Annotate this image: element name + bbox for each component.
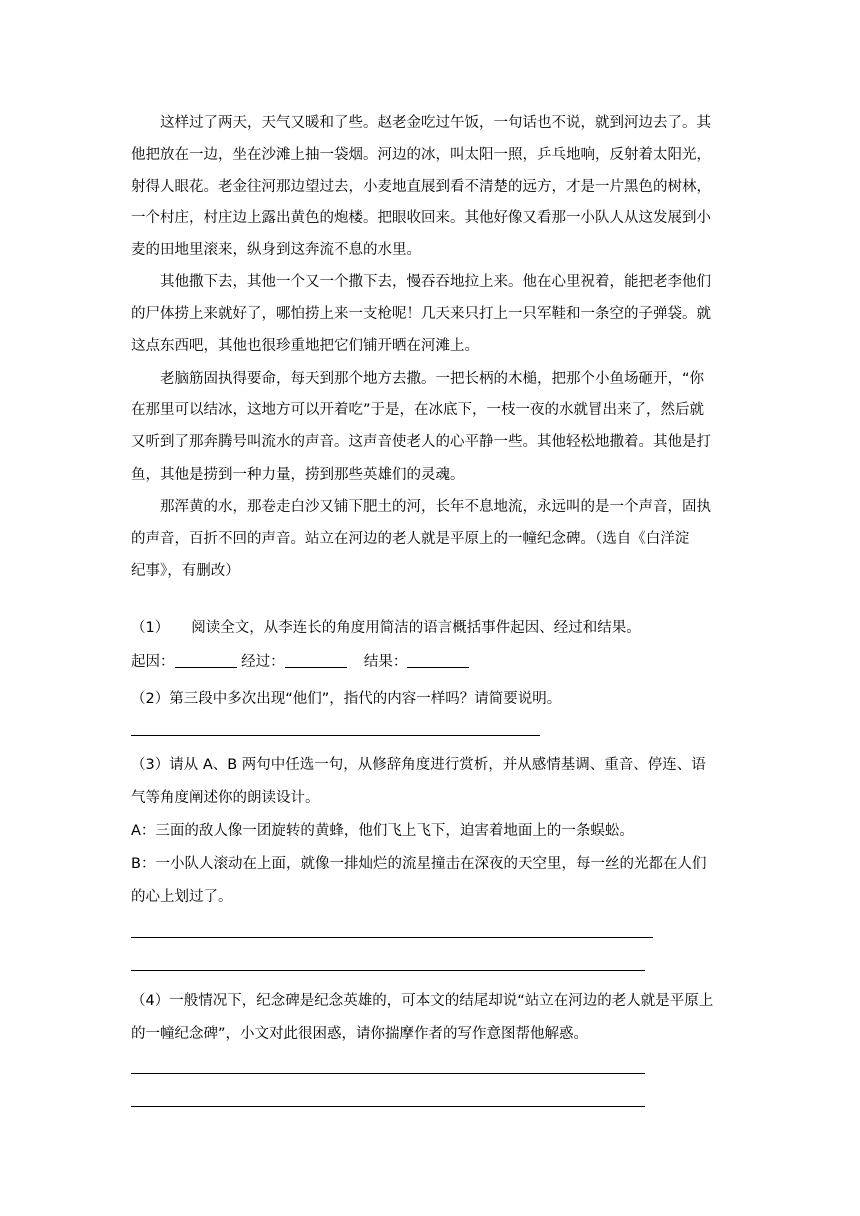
- process-label: 经过：: [241, 654, 285, 670]
- result-blank[interactable]: [407, 653, 469, 668]
- question-3: 气等角度阐述你的朗读设计。: [131, 790, 320, 806]
- passage-line: 鱼，其他是捞到一种力量，捞到那些英雄们的灵魂。: [131, 467, 465, 483]
- question-1-answers: [131, 652, 469, 672]
- passage-line: 又听到了那奔腾号叫流水的声音。这声音使老人的心平静一些。其他轻松地撒着。其他是打: [131, 434, 711, 450]
- question-number: （1）: [131, 620, 170, 636]
- process-blank[interactable]: [285, 653, 347, 668]
- passage-line: 老脑筋固执得要命，每天到那个地方去撒。一把长柄的木槌，把那个小鱼场砸开，“你: [160, 371, 705, 387]
- sentence-b: B：一小队人滚动在上面，就像一排灿烂的流星撞击在深夜的天空里，每一丝的光都在人们: [131, 856, 707, 872]
- question-4: （4）一般情况下，纪念碑是纪念英雄的，可本文的结尾却说“站立在河边的老人就是平原上: [131, 993, 714, 1009]
- passage-line: 其他撒下去，其他一个又一个撒下去，慢吞吞地拉上来。他在心里祝着，能把老李他们: [160, 274, 711, 290]
- passage-line: 纪事》，有删改）: [131, 563, 240, 579]
- answer-line[interactable]: [131, 1106, 645, 1107]
- answer-line[interactable]: [131, 1073, 645, 1074]
- answer-line[interactable]: [131, 970, 645, 971]
- question-2: （2）第三段中多次出现“他们”，指代的内容一样吗？请简要说明。: [131, 691, 562, 707]
- passage-line: 的声音，百折不回的声音。站立在河边的老人就是平原上的一幢纪念碑。（选自《白洋淀: [131, 531, 690, 547]
- passage-line: 在那里可以结冰，这地方可以开着吃”于是，在冰底下，一枝一夜的水就冒出来了，然后就: [131, 402, 705, 418]
- answer-line[interactable]: [131, 937, 653, 938]
- question-text: 阅读全文，从李连长的角度用简洁的语言概括事件起因、经过和结果。: [191, 620, 641, 636]
- passage-line: 他把放在一边，坐在沙滩上抽一袋烟。河边的冰，叫太阳一照，乒乓地响，反射着太阳光，: [131, 147, 711, 163]
- passage-line: 这点东西吧，其他也很珍重地把它们铺开晒在河滩上。: [131, 338, 479, 354]
- cause-blank[interactable]: [175, 653, 237, 668]
- passage-line: 麦的田地里滚来，纵身到这奔流不息的水里。: [131, 242, 421, 258]
- answer-line[interactable]: [131, 735, 540, 736]
- result-label: 结果：: [363, 654, 408, 670]
- passage-line: 射得人眼花。老金往河那边望过去，小麦地直展到看不清楚的远方，才是一片黑色的树林，: [131, 179, 711, 195]
- passage-line: 这样过了两天，天气又暖和了些。赵老金吃过午饭，一句话也不说，就到河边去了。其: [160, 115, 711, 131]
- question-3: （3）请从 A、B 两句中任选一句，从修辞角度进行赏析，并从感情基调、重音、停连、语: [131, 757, 706, 773]
- passage-line: 的尸体捞上来就好了，哪怕捞上来一支枪呢！几天来只打上一只军鞋和一条空的子弹袋。就: [131, 306, 711, 322]
- question-1: [131, 618, 641, 638]
- question-4: 的一幢纪念碑”，小文对此很困惑，请你揣摩作者的写作意图帮他解惑。: [131, 1026, 589, 1042]
- cause-label: 起因：: [131, 654, 175, 670]
- sentence-a: A：三面的敌人像一团旋转的黄蜂，他们飞上飞下，迫害着地面上的一条蜈蚣。: [131, 823, 634, 839]
- passage-line: 那浑黄的水，那卷走白沙又铺下肥土的河，长年不息地流，永远叫的是一个声音，固执: [160, 499, 711, 515]
- sentence-b: 的心上划过了。: [131, 889, 233, 905]
- passage-line: 一个村庄，村庄边上露出黄色的炮楼。把眼收回来。其他好像又看那一小队人从这发展到小: [131, 210, 711, 226]
